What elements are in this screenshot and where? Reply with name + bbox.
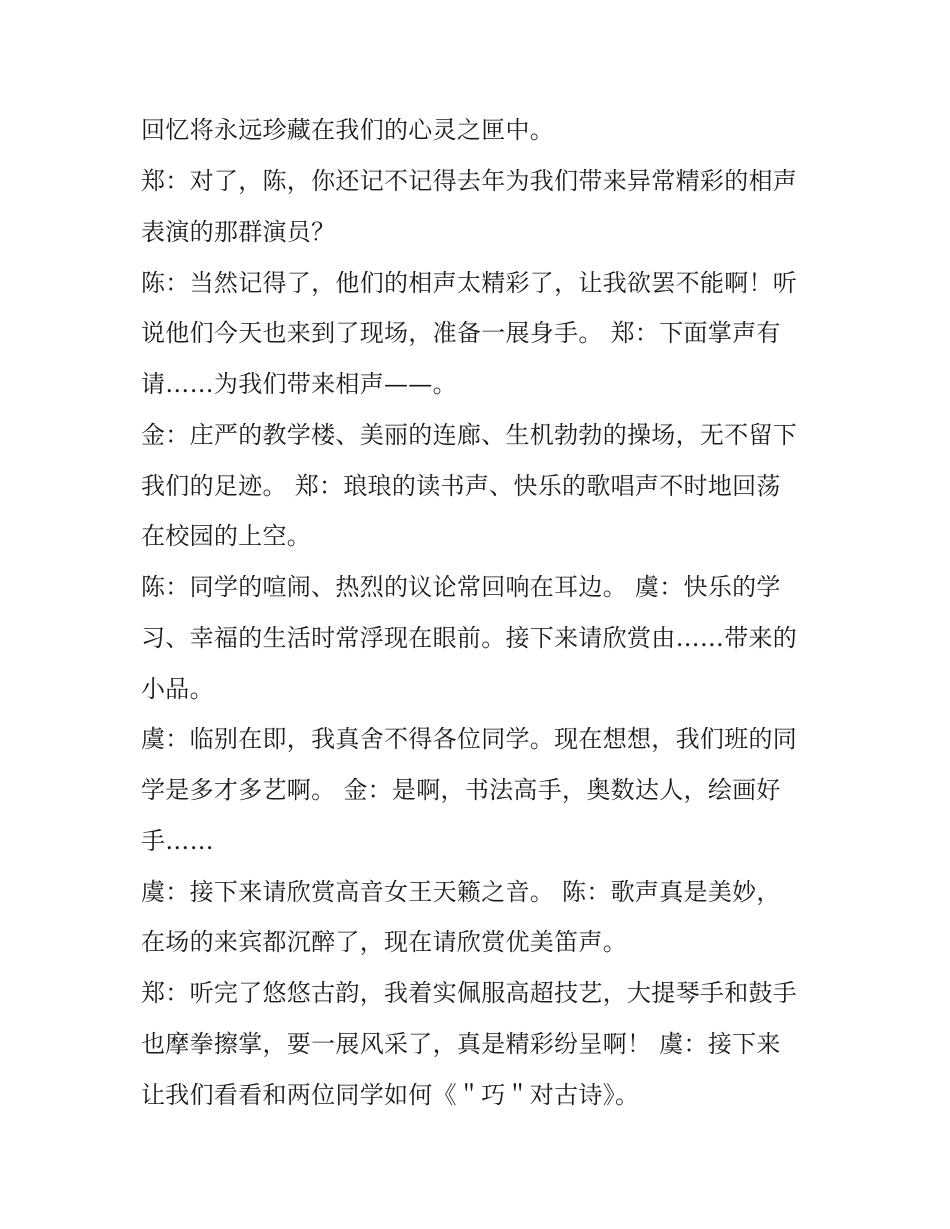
- text-line: 我们的足迹。 郑：琅琅的读书声、快乐的歌唱声不时地回荡: [141, 472, 781, 500]
- text-line: 陈：同学的喧闹、热烈的议论常回响在耳边。 虞：快乐的学: [141, 573, 781, 601]
- text-line: 学是多才多艺啊。 金：是啊，书法高手，奥数达人，绘画好: [141, 776, 781, 804]
- text-line: 小品。: [141, 675, 214, 703]
- text-line: 金：庄严的教学楼、美丽的连廊、生机勃勃的操场，无不留下: [141, 421, 798, 449]
- text-line: 在校园的上空。: [141, 522, 312, 550]
- text-line: 手……: [141, 827, 214, 855]
- text-line: 郑：对了，陈，你还记不记得去年为我们带来异常精彩的相声: [141, 167, 798, 195]
- text-line: 回忆将永远珍藏在我们的心灵之匣中。: [141, 116, 555, 144]
- text-line: 习、幸福的生活时常浮现在眼前。接下来请欣赏由……带来的: [141, 624, 798, 652]
- text-line: 陈：当然记得了，他们的相声太精彩了，让我欲罢不能啊！听: [141, 269, 798, 297]
- text-line: 郑：听完了悠悠古韵，我着实佩服高超技艺，大提琴手和鼓手: [141, 979, 798, 1007]
- text-line: 虞：临别在即，我真舍不得各位同学。现在想想，我们班的同: [141, 725, 798, 753]
- text-line: 表演的那群演员？: [141, 218, 336, 246]
- text-line: 在场的来宾都沉醉了，现在请欣赏优美笛声。: [141, 928, 627, 956]
- text-line: 让我们看看和两位同学如何《＂巧＂对古诗》。: [141, 1081, 640, 1109]
- text-line: 说他们今天也来到了现场，准备一展身手。 郑：下面掌声有: [141, 319, 781, 347]
- text-line: 请……为我们带来相声——。: [141, 370, 457, 398]
- text-line: 虞：接下来请欣赏高音女王天籁之音。 陈：歌声真是美妙，: [141, 878, 781, 906]
- text-line: 也摩拳擦掌，要一展风采了，真是精彩纷呈啊！ 虞：接下来: [141, 1030, 781, 1058]
